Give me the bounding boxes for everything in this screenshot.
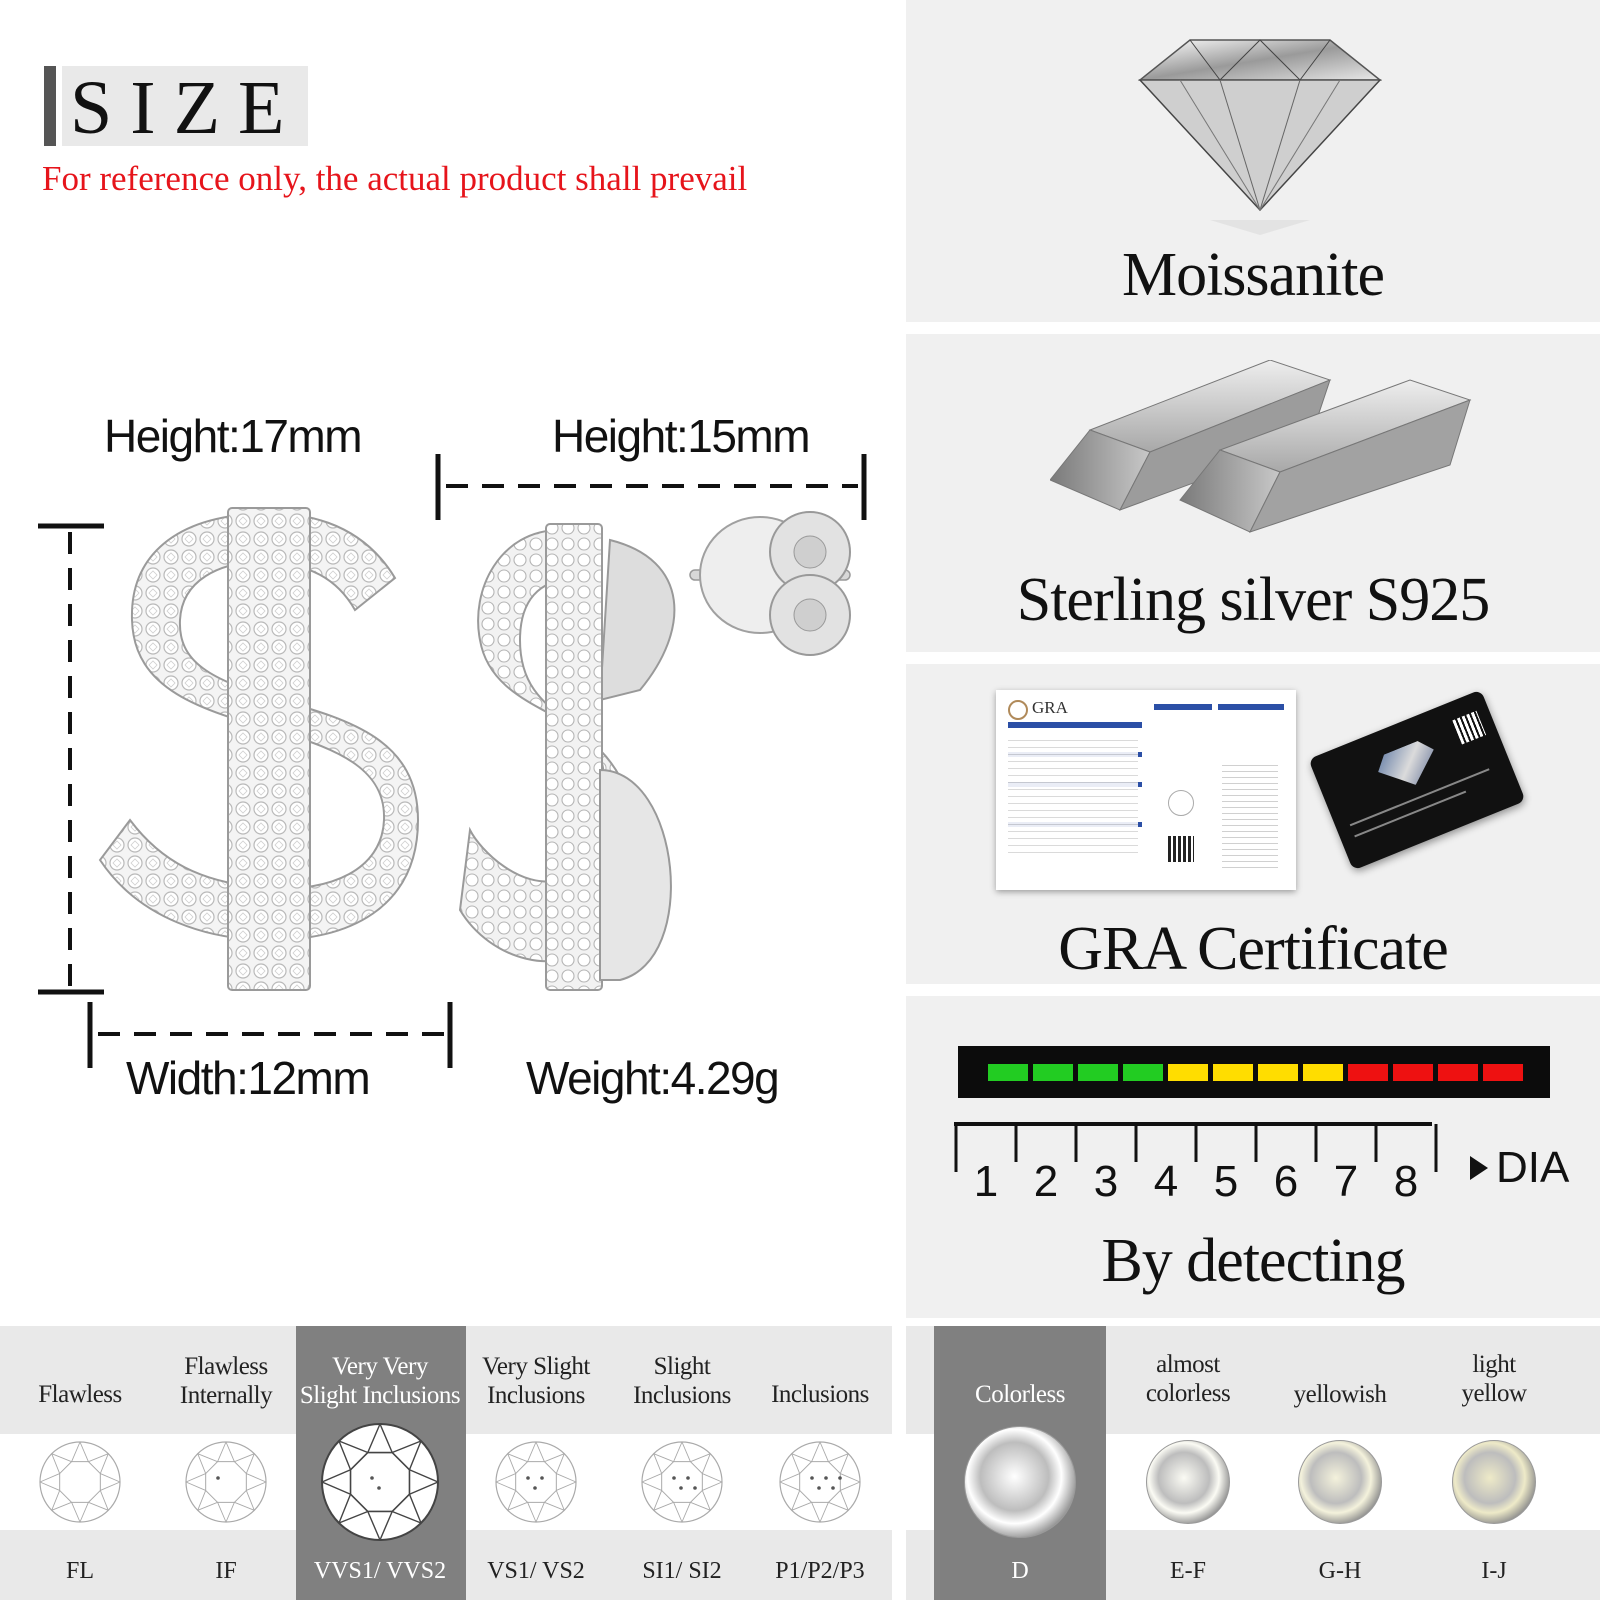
color-label: yellowish	[1293, 1381, 1387, 1408]
gra-brand: GRA	[1032, 698, 1068, 717]
width-label: Width:12mm	[126, 1052, 370, 1104]
cert-table-lines	[1222, 760, 1278, 870]
clarity-diamond-icon	[492, 1438, 580, 1526]
clarity-code: VVS1/ VVS2	[313, 1558, 447, 1584]
ruler-number: 8	[1393, 1157, 1419, 1206]
cert-header-band	[1008, 722, 1142, 728]
earring-illustration	[0, 440, 900, 1080]
ruler-number: 7	[1333, 1157, 1359, 1206]
color-diamond-icon	[964, 1426, 1076, 1538]
color-diamond-icon	[1452, 1440, 1536, 1524]
dollar-earring-side	[460, 512, 850, 990]
color-diamond-icon	[1146, 1440, 1230, 1524]
dollar-earring-front	[100, 508, 418, 990]
weight-label: Weight:4.29g	[526, 1052, 779, 1104]
play-arrow-icon	[1468, 1154, 1490, 1182]
ruler-number: 3	[1093, 1157, 1119, 1206]
height-right-label: Height:15mm	[552, 410, 810, 462]
detector-led	[988, 1064, 1028, 1081]
clarity-label: Inclusions	[771, 1381, 869, 1408]
clarity-diamond-icon	[776, 1438, 864, 1526]
detector-led	[1213, 1064, 1253, 1081]
color-code: E-F	[1170, 1558, 1206, 1584]
cert-header-band-3	[1218, 704, 1284, 710]
clarity-label: Flawless	[38, 1381, 122, 1408]
qr-code-icon	[1168, 836, 1194, 862]
clarity-code: IF	[215, 1558, 237, 1584]
color-code: G-H	[1318, 1558, 1362, 1584]
detector-led	[1078, 1064, 1118, 1081]
height-right-dimension-guide	[438, 454, 864, 520]
cert-text-lines	[1008, 734, 1138, 854]
detector-led	[1348, 1064, 1388, 1081]
clarity-diamond-icon	[36, 1438, 124, 1526]
detector-ruler	[950, 1120, 1450, 1180]
color-code: D	[1011, 1558, 1029, 1584]
moissanite-gem-image	[1130, 20, 1390, 240]
moissanite-title: Moissanite	[1121, 241, 1385, 309]
gra-seal-icon	[1008, 700, 1028, 720]
clarity-code: P1/P2/P3	[775, 1558, 865, 1584]
cert-emblem-icon	[1168, 790, 1194, 816]
silver-bars-image	[1050, 360, 1490, 540]
card-qr-icon	[1452, 711, 1486, 745]
detecting-title: By detecting	[1101, 1227, 1405, 1295]
detector-led	[1303, 1064, 1343, 1081]
detector-led	[1123, 1064, 1163, 1081]
clarity-label: Very Very Slight Inclusions	[299, 1353, 461, 1409]
color-label: Colorless	[975, 1381, 1065, 1408]
ruler-number: 6	[1273, 1157, 1299, 1206]
ruler-number: 1	[973, 1157, 999, 1206]
detector-led	[1168, 1064, 1208, 1081]
ruler-number: 4	[1153, 1157, 1179, 1206]
clarity-code: SI1/ SI2	[642, 1558, 722, 1584]
width-dimension-guide	[90, 1002, 450, 1068]
height-dimension-guide	[38, 526, 104, 992]
cert-header-band-2	[1154, 704, 1212, 710]
detector-led	[1033, 1064, 1073, 1081]
clarity-code: FL	[65, 1558, 94, 1584]
clarity-diamond-icon	[182, 1438, 270, 1526]
clarity-diamond-icon	[318, 1420, 442, 1544]
color-diamond-icon	[1298, 1440, 1382, 1524]
card-gem-icon	[1373, 737, 1444, 797]
title-accent-bar	[44, 66, 56, 146]
color-label: light yellow	[1461, 1351, 1527, 1407]
ruler-number: 2	[1033, 1157, 1059, 1206]
color-label: almost colorless	[1145, 1351, 1231, 1407]
reference-note: For reference only, the actual product shall prevail	[42, 159, 748, 198]
detector-led	[1483, 1064, 1523, 1081]
certificate-title: GRA Certificate	[1058, 915, 1448, 983]
detector-led	[1258, 1064, 1298, 1081]
silver-title: Sterling silver S925	[1016, 566, 1490, 634]
detector-led	[1438, 1064, 1478, 1081]
clarity-label: Slight Inclusions	[633, 1353, 731, 1409]
size-title: SIZE	[70, 66, 303, 150]
clarity-label: Flawless Internally	[179, 1353, 273, 1409]
clarity-diamond-icon	[638, 1438, 726, 1526]
ruler-number: 5	[1213, 1157, 1239, 1206]
gra-certificate-document	[996, 690, 1296, 890]
clarity-label: Very Slight Inclusions	[482, 1353, 590, 1409]
card-text-line-2	[1354, 791, 1466, 838]
dia-label: DIA	[1496, 1143, 1570, 1192]
detector-led	[1393, 1064, 1433, 1081]
color-code: I-J	[1481, 1558, 1507, 1584]
clarity-code: VS1/ VS2	[487, 1558, 585, 1584]
height-left-label: Height:17mm	[104, 410, 362, 462]
